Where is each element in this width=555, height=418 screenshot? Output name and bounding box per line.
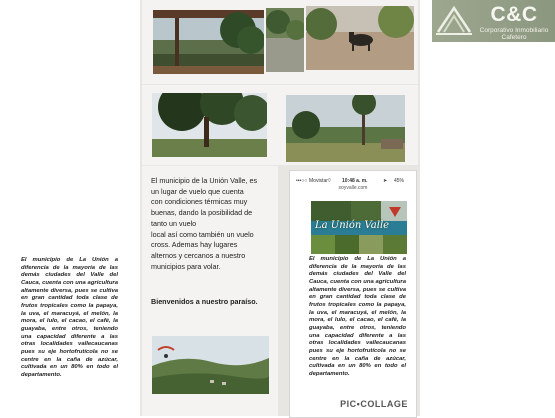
- description-line: El municipio de la Unión Valle, es: [151, 176, 258, 185]
- welcome-text: Bienvenidos a nuestro paraíso.: [151, 297, 258, 306]
- description-line: local así como también un vuelo: [151, 229, 254, 239]
- piccollage-watermark: PIC•COLLAGE: [340, 399, 408, 409]
- battery-label: 45%: [394, 178, 405, 184]
- logo-title: C&C: [490, 3, 538, 26]
- time-label: 10:48 a. m.: [342, 178, 368, 184]
- description-line: alternos y cercanos a nuestro: [151, 250, 246, 260]
- house-icon: [436, 2, 472, 36]
- location-icon: ➤: [383, 178, 388, 184]
- signal-icon: •••○○: [296, 178, 308, 184]
- description-line: un lugar de vuelo que cuenta: [151, 186, 244, 196]
- photo-paragliding-valley: [152, 336, 269, 394]
- photo-porch-valley: [153, 10, 264, 74]
- photo-palm-terrace: [286, 95, 405, 162]
- website-banner: [311, 201, 407, 254]
- logo-subtitle-line: Cafetero: [501, 34, 527, 41]
- carrier-label: Movistar: [309, 178, 328, 184]
- description-line: municipios para volar.: [151, 261, 221, 271]
- banner-title: La Unión Valle: [315, 220, 390, 231]
- address-bar-url[interactable]: soyvalle.com: [338, 185, 368, 191]
- logo-subtitle-line: Corporativo Inmobiliario: [479, 27, 549, 34]
- article-text: El municipio de La Unión a diferencia de la mayoría de las demás ciudades del Valle del Cauca, cuenta con una agricultura altamente diversa, pues se cultiva en gran cantidad toda clase de frutos tropicales como la papaya, la uva, el maracuyá, el melón, la mora, el lulo, el cacao, el café, la guayaba, entre otros, teniendo una capacidad diferente a las otras localidades vallecaucanas pues su eje hortofrutícola no se centre en la caña de azúcar, cultivada en un 80% en todo el departamento.: [21, 257, 118, 378]
- description-line: con condiciones térmicas muy: [151, 197, 248, 207]
- company-logo: [432, 0, 555, 42]
- article-text-body: El municipio de La Unión a diferencia de la mayoría de las demás ciudades del Valle del Cauca, cuenta con una agricultura altamente diversa, pues se cultiva en gran cantidad toda clase de frutos tropicales como la papaya, la uva, el maracuyá, el melón, la mora, el lulo, el cacao, el café, la guayaba, entre otros, teniendo una capacidad diferente a las otras localidades vallecaucanas pues su eje hortofrutícola no se centre en la caña de azúcar, cultivada en un 80% en todo el departamento.: [309, 256, 406, 377]
- photo-garden-path: [266, 8, 304, 72]
- description-line: cross. Ademas hay lugares: [151, 240, 238, 250]
- photo-horse-field: [306, 6, 414, 70]
- description-line: tanto un vuelo: [151, 218, 197, 228]
- description-line: buenas, dando la posibilidad de: [151, 208, 253, 218]
- municipality-description: [151, 176, 269, 272]
- logo-subtitle: [472, 27, 555, 41]
- wifi-icon: ⌔: [327, 178, 332, 184]
- photo-tree-canopy: [152, 93, 267, 157]
